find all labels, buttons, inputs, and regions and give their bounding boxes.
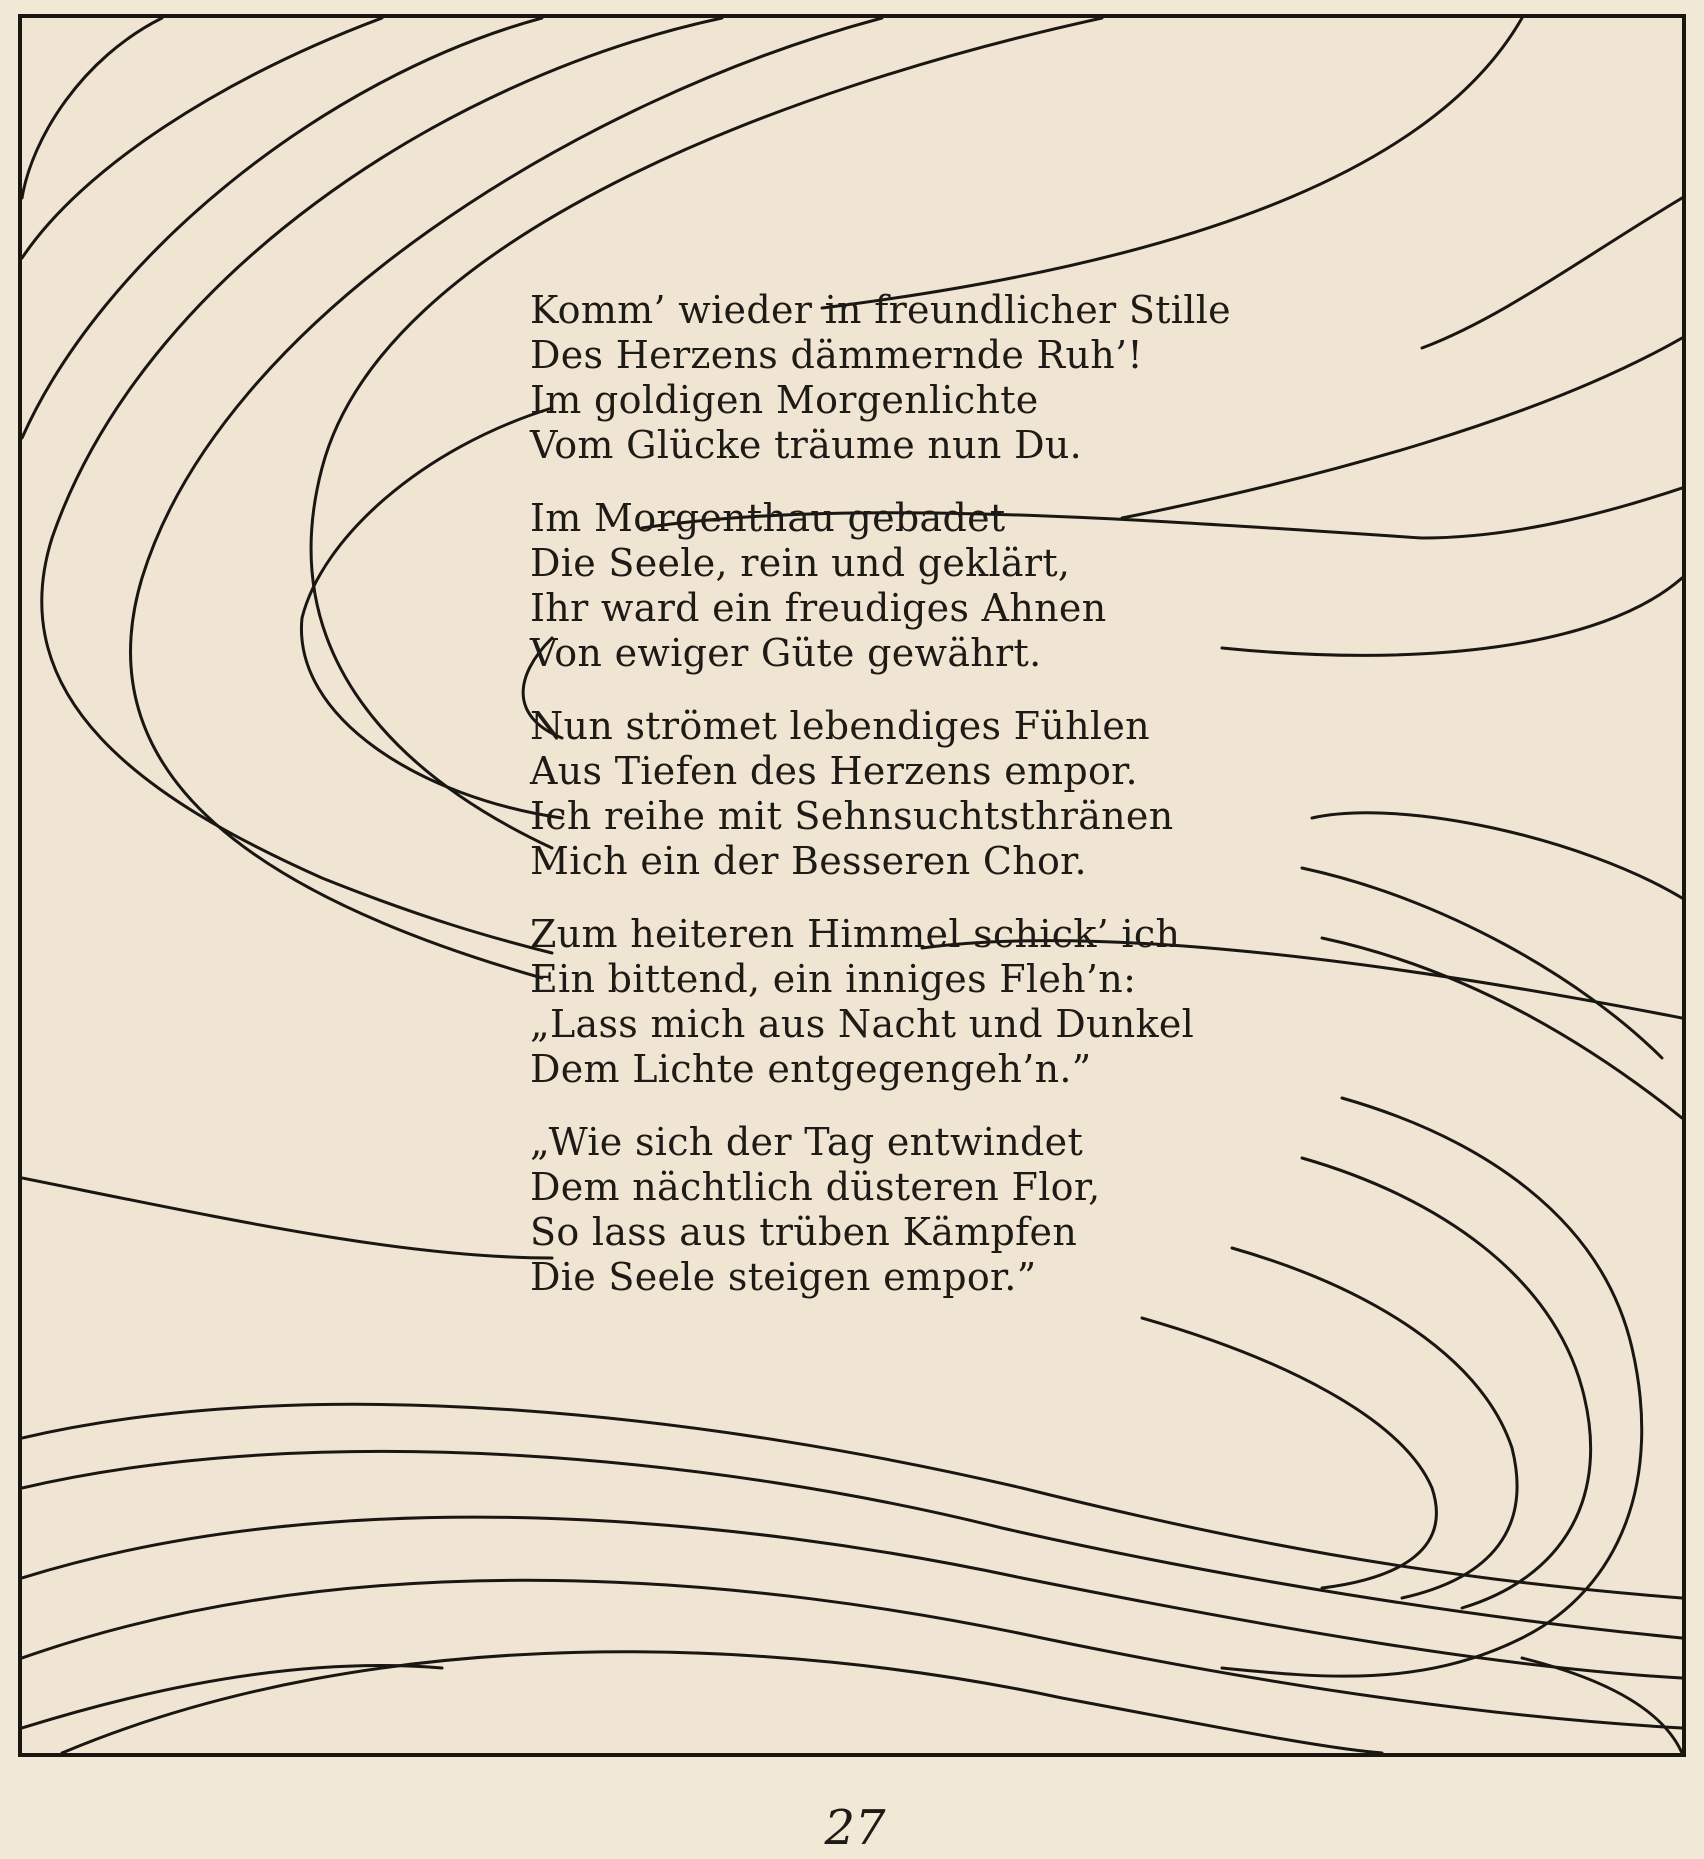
poem-line: Im goldigen Morgenlichte <box>530 378 1039 422</box>
poem-line: Von ewiger Güte gewährt. <box>530 631 1042 675</box>
wave-line <box>301 408 562 818</box>
poem-stanza-5 <box>530 1120 1430 1300</box>
poem-stanza-4 <box>530 912 1430 1092</box>
poem-line: „Lass mich aus Nacht und Dunkel <box>530 1002 1195 1046</box>
poem-line: Die Seele, rein und geklärt, <box>530 541 1071 585</box>
poem-line: Dem nächtlich düsteren Flor, <box>530 1165 1101 1209</box>
poem-line: Aus Tiefen des Herzens empor. <box>530 749 1138 793</box>
wave-line <box>22 18 162 198</box>
wave-line <box>22 1451 1682 1638</box>
poem-line: Die Seele steigen empor.” <box>530 1255 1037 1299</box>
wave-line <box>1422 198 1682 348</box>
poem-line: Komm’ wieder in freundlicher Stille <box>530 288 1231 332</box>
poem-line: „Wie sich der Tag entwindet <box>530 1120 1084 1164</box>
poem-stanza-1 <box>530 288 1430 468</box>
poem-line: So lass aus trüben Kämpfen <box>530 1210 1078 1254</box>
poem-line: Des Herzens dämmernde Ruh’! <box>530 333 1143 377</box>
poem-line: Zum heiteren Himmel schick’ ich <box>530 912 1181 956</box>
poem-line: Vom Glücke träume nun Du. <box>530 423 1082 467</box>
poem-line: Ein bittend, ein inniges Fleh’n: <box>530 957 1137 1001</box>
poem-line: Im Morgenthau gebadet <box>530 496 1006 540</box>
poem-stanza-3 <box>530 704 1430 884</box>
poem-line: Dem Lichte entgegengeh’n.” <box>530 1047 1092 1091</box>
poem-line: Ihr ward ein freudiges Ahnen <box>530 586 1107 630</box>
page-number: 27 <box>824 1800 886 1856</box>
wave-line <box>22 18 382 258</box>
wave-line <box>22 1404 1682 1598</box>
poem-line: Nun strömet lebendiges Fühlen <box>530 704 1150 748</box>
poem-text <box>530 288 1430 1328</box>
poem-line: Ich reihe mit Sehnsuchtsthränen <box>530 794 1174 838</box>
wave-line <box>22 1178 552 1258</box>
poem-line: Mich ein der Besseren Chor. <box>530 839 1087 883</box>
poem-stanza-2 <box>530 496 1430 676</box>
wave-line <box>22 1580 1682 1728</box>
